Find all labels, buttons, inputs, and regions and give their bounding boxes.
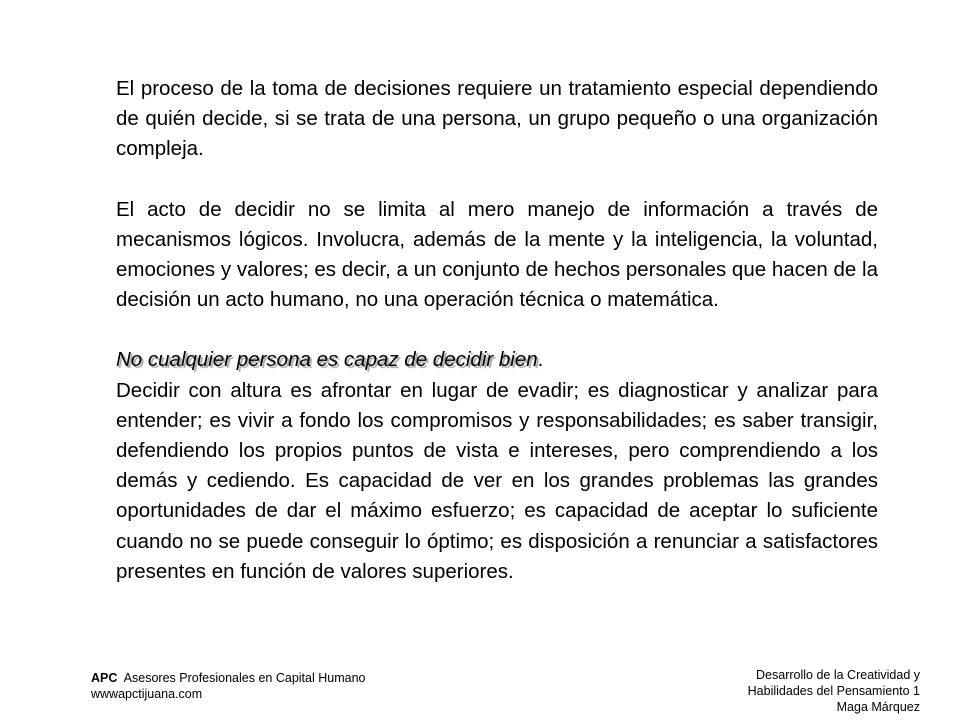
paragraph-gap	[116, 315, 878, 345]
paragraph-gap	[116, 165, 878, 195]
paragraph-deciding-well: Decidir con altura es afrontar en lugar de evadir; es diagnosticar y analizar para entender; es vivir a fondo los compromisos y responsabilidades; es saber transigir, defendiendo los propios puntos de vista e intereses, pero comprendiendo a los demás y cediendo. Es capacidad de ver en los grandes problemas las grandes oportunidades de dar el máximo esfuerzo; es capacidad de aceptar lo suficiente cuando no se puede conseguir lo óptimo; es disposición a renunciar a satisfactores presentes en función de valores superiores.	[116, 378, 878, 583]
footer-course	[748, 667, 920, 715]
paragraph-act-of-deciding: El acto de decidir no se limita al mero manejo de información a través de mecanismos lógicos. Involucra, además de la mente y la inteligencia, la voluntad, emociones y valores; es decir, a un conjunto de hechos personales que hacen de la decisión un acto humano, no una operación técnica o matemática.	[116, 197, 878, 312]
company-website: wwwapctijuana.com	[91, 687, 203, 701]
paragraph-decision-process: El proceso de la toma de decisiones requiere un tratamiento especial dependiendo de quién decide, si se trata de una persona, un grupo pequeño o una organización compleja.	[116, 77, 878, 161]
slide-content	[116, 74, 878, 587]
emphasis-line	[116, 345, 878, 375]
course-title-line2: Habilidades del Pensamiento 1	[747, 684, 920, 698]
emphasis-punctuation: .	[537, 348, 544, 372]
course-title-line1: Desarrollo de la Creatividad y	[756, 668, 920, 682]
course-author: Maga Márquez	[836, 700, 920, 714]
emphasis-text: No cualquier persona es capaz de decidir bien	[116, 348, 538, 372]
footer-company	[91, 670, 365, 702]
company-name: Asesores Profesionales en Capital Humano	[123, 671, 366, 685]
company-line	[91, 670, 365, 686]
company-brand: APC	[91, 671, 118, 685]
